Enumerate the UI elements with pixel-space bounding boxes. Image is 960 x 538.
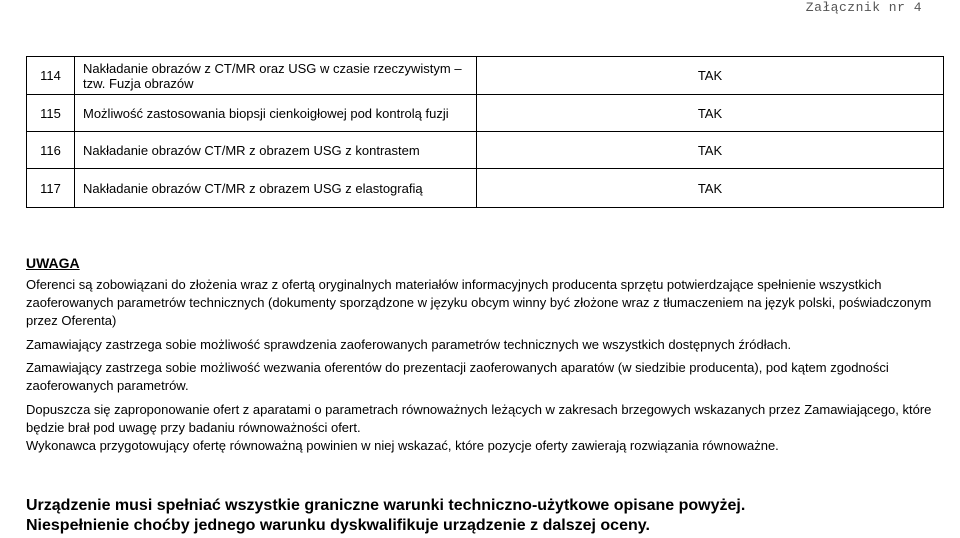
table-row [27, 169, 944, 208]
notes-paragraph-presentation: Zamawiający zastrzega sobie możliwość wezwania oferentów do prezentacji zaoferowanych aparatów (w siedzibie producenta), pod kątem zgodności zaoferowanych parametrów. [26, 360, 889, 393]
table-row [27, 95, 944, 132]
final-requirement-line: Urządzenie musi spełniać wszystkie graniczne warunki techniczno-użytkowe opisane powyżej. [26, 497, 746, 514]
row-number: 117 [27, 169, 75, 208]
row-value: TAK [477, 57, 944, 95]
notes-paragraph-equivalent-offers: Dopuszcza się zaproponowanie ofert z aparatami o parametrach równoważnych leżących w zakresach brzegowych wskazanych przez Zamawiającego, które będzie brał pod uwagę przy badaniu równoważności ofert. [26, 402, 932, 435]
row-description: Możliwość zastosowania biopsji cienkoigłowej pod kontrolą fuzji [75, 95, 477, 132]
row-number: 114 [27, 57, 75, 95]
row-value: TAK [477, 95, 944, 132]
row-description: Nakładanie obrazów CT/MR z obrazem USG z kontrastem [75, 132, 477, 169]
row-value: TAK [477, 169, 944, 208]
attachment-label: Załącznik nr 4 [805, 0, 922, 15]
row-description: Nakładanie obrazów CT/MR z obrazem USG z elastografią [75, 169, 477, 208]
notes-section [26, 254, 960, 455]
row-value: TAK [477, 132, 944, 169]
notes-paragraph-verification: Zamawiający zastrzega sobie możliwość sprawdzenia zaoferowanych parametrów technicznych we wszystkich dostępnych źródłach. [26, 337, 792, 352]
row-description: Nakładanie obrazów z CT/MR oraz USG w czasie rzeczywistym – tzw. Fuzja obrazów [75, 57, 477, 95]
final-requirements [26, 496, 745, 536]
row-number: 116 [27, 132, 75, 169]
table-row [27, 132, 944, 169]
row-number: 115 [27, 95, 75, 132]
final-disqualification-line: Niespełnienie choćby jednego warunku dyskwalifikuje urządzenie z dalszej oceny. [26, 517, 650, 534]
notes-heading: UWAGA [26, 255, 80, 271]
table-row [27, 57, 944, 95]
notes-paragraph-documents: Oferenci są zobowiązani do złożenia wraz z ofertą oryginalnych materiałów informacyjnych producenta sprzętu potwierdzające spełnienie wszystkich zaoferowanych parametrów technicznych (dokumenty sporządzone w języku obcym winny być złożone wraz z tłumaczeniem na język polski, poświadczonym przez Oferenta) [26, 277, 932, 328]
notes-paragraph-contractor: Wykonawca przygotowujący ofertę równoważną powinien w niej wskazać, które pozycje oferty zawierają rozwiązania równoważne. [26, 438, 779, 453]
specification-table [26, 56, 944, 208]
